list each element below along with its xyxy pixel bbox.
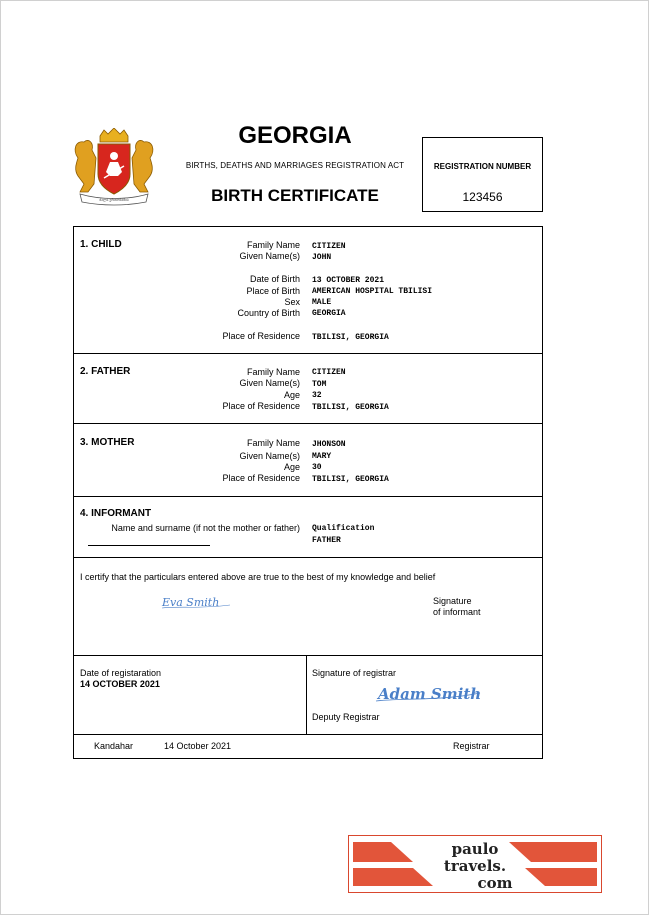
mother-family-name: JHONSON xyxy=(312,440,346,449)
mother-age: 30 xyxy=(312,463,322,472)
divider xyxy=(74,423,542,424)
child-cob-label: Country of Birth xyxy=(237,308,300,318)
father-family-name-label: Family Name xyxy=(246,367,300,377)
mother-given-names: MARY xyxy=(312,452,332,461)
mother-family-name-label: Family Name xyxy=(246,438,300,448)
child-cob: GEORGIA xyxy=(312,309,346,318)
child-dob-label: Date of Birth xyxy=(249,274,300,284)
registration-date-label: Date of registaration xyxy=(80,668,162,678)
child-family-name: CITIZEN xyxy=(312,242,346,251)
divider-vertical xyxy=(306,655,307,734)
section-mother-title: 3. MOTHER xyxy=(80,437,135,448)
deputy-registrar-label: Deputy Registrar xyxy=(312,712,380,722)
mother-residence-label: Place of Residence xyxy=(222,473,300,483)
child-pob-label: Place of Birth xyxy=(246,286,300,296)
child-residence-label: Place of Residence xyxy=(222,331,300,341)
divider xyxy=(74,496,542,497)
father-residence-label: Place of Residence xyxy=(222,401,300,411)
signature-label-line1: Signature xyxy=(433,596,472,606)
registrar-signature-label: Signature of registrar xyxy=(312,668,397,678)
mother-age-label: Age xyxy=(283,462,300,472)
footer-place: Kandahar xyxy=(94,741,134,751)
informant-name-line xyxy=(88,545,210,546)
logo-text xyxy=(349,841,601,892)
child-dob: 13 OCTOBER 2021 xyxy=(312,276,385,285)
logo-line-1: paulo xyxy=(451,840,499,858)
divider xyxy=(74,353,542,354)
informant-signature-text: Eva Smith xyxy=(162,596,220,609)
emblem-motto: ძალა ერთობაშია xyxy=(99,198,129,202)
registration-number-value: 123456 xyxy=(462,190,503,204)
father-given-names-label: Given Name(s) xyxy=(239,378,300,388)
child-sex: MALE xyxy=(312,298,332,307)
father-age-label: Age xyxy=(283,390,300,400)
certification-statement: I certify that the particulars entered above are true to the best of my knowledge and belief xyxy=(80,572,436,582)
country-title: GEORGIA xyxy=(238,122,352,149)
paulo-travels-logo xyxy=(348,835,602,893)
section-informant-title: 4. INFORMANT xyxy=(80,508,152,519)
mother-residence: TBILISI, GEORGIA xyxy=(312,475,389,484)
registration-act: BIRTHS, DEATHS AND MARRIAGES REGISTRATION ACT xyxy=(185,161,405,170)
child-given-names: JOHN xyxy=(312,253,332,262)
registrar-signature-text: Adam Smith xyxy=(378,685,482,703)
child-residence: TBILISI, GEORGIA xyxy=(312,333,389,342)
child-family-name-label: Family Name xyxy=(246,240,300,250)
divider xyxy=(74,655,542,656)
informant-qualification-label: Qualification xyxy=(312,524,375,533)
section-child-title: 1. CHILD xyxy=(80,239,122,250)
divider xyxy=(74,557,542,558)
father-residence: TBILISI, GEORGIA xyxy=(312,403,389,412)
informant-qualification: FATHER xyxy=(312,536,341,545)
coat-of-arms-emblem xyxy=(70,128,158,206)
footer-date: 14 October 2021 xyxy=(164,741,232,751)
logo-line-2: travels. xyxy=(443,857,507,875)
informant-name-label: Name and surname (if not the mother or father) xyxy=(111,523,300,533)
child-given-names-label: Given Name(s) xyxy=(239,251,300,261)
registration-date: 14 OCTOBER 2021 xyxy=(80,679,160,689)
father-family-name: CITIZEN xyxy=(312,368,346,377)
father-age: 32 xyxy=(312,391,322,400)
signature-label-line2: of informant xyxy=(433,607,481,617)
child-pob: AMERICAN HOSPITAL TBILISI xyxy=(312,287,433,296)
father-given-names: TOM xyxy=(312,380,327,389)
footer-registrar: Registrar xyxy=(453,741,490,751)
registration-number-label: REGISTRATION NUMBER xyxy=(433,162,532,171)
child-sex-label: Sex xyxy=(284,297,300,307)
registration-number-box xyxy=(422,137,543,212)
section-father-title: 2. FATHER xyxy=(80,366,131,377)
divider xyxy=(74,734,542,735)
certificate-title: BIRTH CERTIFICATE xyxy=(211,186,379,205)
certificate-form xyxy=(73,226,543,759)
logo-line-3: com xyxy=(477,874,513,892)
registrar-signature xyxy=(372,679,484,707)
informant-signature xyxy=(160,592,236,612)
mother-given-names-label: Given Name(s) xyxy=(239,451,300,461)
